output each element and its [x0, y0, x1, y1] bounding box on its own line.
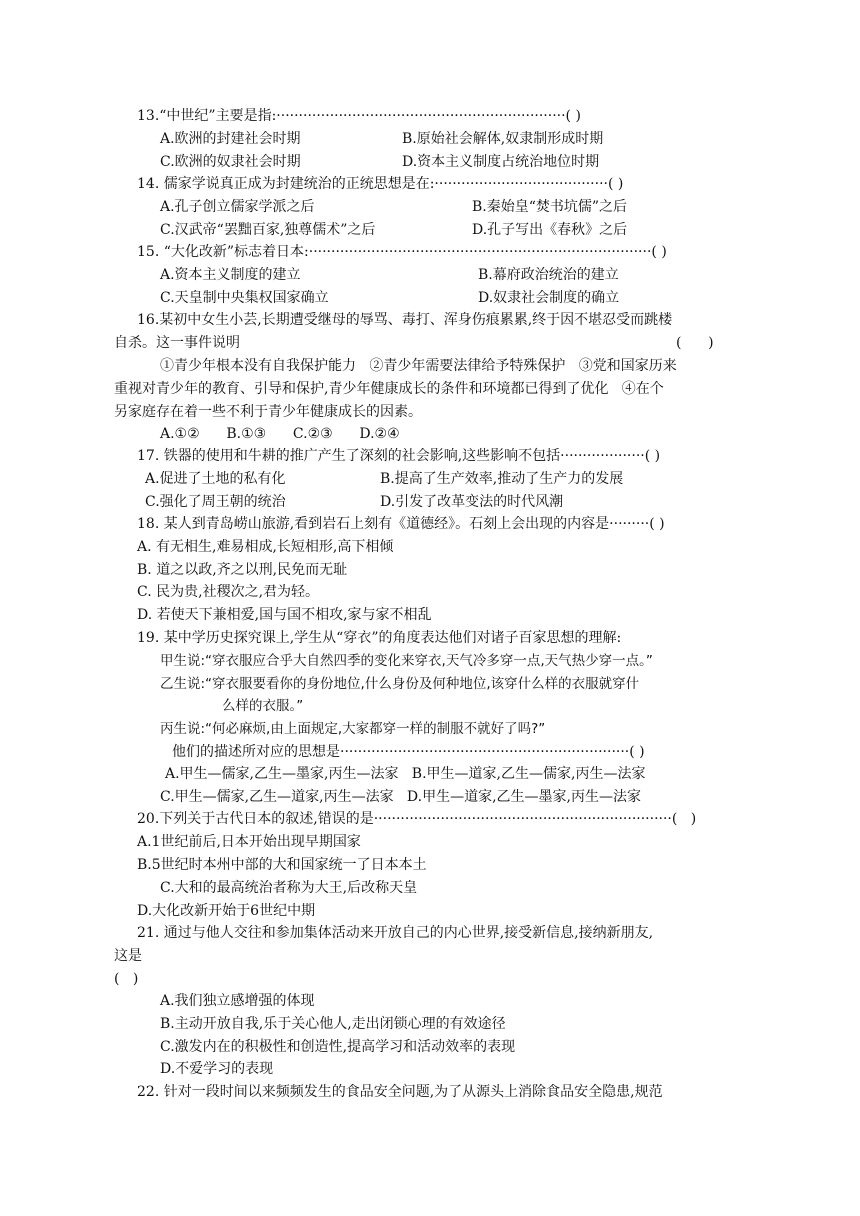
q14-option-c: C.汉武帝“罢黜百家,独尊儒术”之后 [160, 222, 376, 238]
q19-options-cd: C.甲生—儒家,乙生—道家,丙生—法家 D.甲生—道家,乙生—墨家,丙生—法家 [160, 789, 641, 805]
q16-line-4: 重视对青少年的教育、引导和保护,青少年健康成长的条件和环境都已得到了优化 ④在个 [114, 381, 664, 397]
q21-option-b: B.主动开放自我,乐于关心他人,走出闭锁心理的有效途径 [160, 1016, 506, 1032]
q19-question: 他们的描述所对应的思想是·································································( ) [172, 744, 645, 760]
q15-option-c: C.天皇制中央集权国家确立 [160, 290, 329, 306]
q20-option-b: B.5世纪时本州中部的大和国家统一了日本本土 [137, 857, 427, 873]
q15-stem: 15. “大化改新”标志着日本:·············································································( ) [137, 244, 667, 260]
q16-line-2: 自杀。这一事件说明 [114, 335, 240, 351]
q21-answer-paren: ( ) [114, 971, 139, 987]
q21-option-d: D.不爱学习的表现 [160, 1061, 274, 1077]
q18-option-c: C. 民为贵,社稷次之,君为轻。 [137, 584, 320, 600]
q16-options: A.①② B.①③ C.②③ D.②④ [160, 426, 400, 442]
q17-stem: 17. 铁器的使用和牛耕的推广产生了深刻的社会影响,这些影响不包括···················( ) [137, 448, 661, 464]
q13-option-a: A.欧洲的封建社会时期 [160, 131, 301, 147]
q14-option-a: A.孔子创立儒家学派之后 [160, 199, 315, 215]
q15-option-d: D.奴隶社会制度的确立 [478, 290, 620, 306]
q18-option-a: A. 有无相生,难易相成,长短相形,高下相倾 [137, 539, 394, 555]
q13-stem: 13.“中世纪”主要是指:·································································( ) [137, 108, 581, 124]
q15-option-a: A.资本主义制度的建立 [160, 267, 301, 283]
q20-stem: 20.下列关于古代日本的叙述,错误的是···································································( ) [137, 811, 697, 827]
q21-option-c: C.激发内在的积极性和创造性,提高学习和活动效率的表现 [160, 1039, 516, 1055]
q19-options-ab: A.甲生—儒家,乙生—墨家,丙生—法家 B.甲生—道家,乙生—儒家,丙生—法家 [165, 766, 646, 782]
q14-stem: 14. 儒家学说真正成为封建统治的正统思想是在:·······································( ) [137, 176, 624, 192]
q13-option-d: D.资本主义制度占统治地位时期 [402, 154, 600, 170]
q17-option-d: D.引发了改革变法的时代风潮 [380, 494, 564, 510]
q19-stem: 19. 某中学历史探究课上,学生从“穿衣”的角度表达他们对诸子百家思想的理解: [137, 630, 622, 646]
q16-line-5: 另家庭存在着一些不利于青少年健康成长的因素。 [114, 404, 422, 420]
q21-line-1: 21. 通过与他人交往和参加集体活动来开放自己的内心世界,接受新信息,接纳新朋友, [137, 925, 654, 941]
q20-option-c: C.大和的最高统治者称为大王,后改称天皇 [160, 880, 418, 896]
q20-option-a: A.1世纪前后,日本开始出现早期国家 [137, 834, 361, 850]
q22-line-1: 22. 针对一段时间以来频频发生的食品安全问题,为了从源头上消除食品安全隐患,规范 [137, 1084, 663, 1100]
q13-option-c: C.欧洲的奴隶社会时期 [160, 154, 301, 170]
q14-option-b: B.秦始皇“焚书坑儒”之后 [472, 199, 628, 215]
q18-stem: 18. 某人到青岛崂山旅游,看到岩石上刻有《道德经》。石刻上会出现的内容是·········( ) [137, 516, 665, 532]
q15-option-b: B.幕府政治统治的建立 [478, 267, 619, 283]
q16-line-1: 16.某初中女生小芸,长期遭受继母的辱骂、毒打、浑身伤痕累累,终于因不堪忍受而跳楼 [137, 312, 673, 328]
q16-line-3: ①青少年根本没有自我保护能力 ②青少年需要法律给予特殊保护 ③党和国家历来 [160, 358, 677, 374]
q17-option-c: C.强化了周王朝的统治 [145, 494, 286, 510]
q19-jia-statement: 甲生说:“穿衣服应合乎大自然四季的变化来穿衣,天气冷多穿一点,天气热少穿一点。” [160, 653, 653, 669]
q13-option-b: B.原始社会解体,奴隶制形成时期 [402, 131, 604, 147]
q14-option-d: D.孔子写出《春秋》之后 [472, 222, 628, 238]
q18-option-b: B. 道之以政,齐之以刑,民免而无耻 [137, 562, 348, 578]
q16-answer-paren: ( ) [676, 335, 714, 351]
q19-bing-statement: 丙生说:“何必麻烦,由上面规定,大家都穿一样的制服不就好了吗?” [160, 721, 546, 737]
q21-option-a: A.我们独立感增强的体现 [160, 993, 315, 1009]
q19-yi-statement-2: 么样的衣服。” [222, 698, 304, 714]
q20-option-d: D.大化改新开始于6世纪中期 [137, 903, 316, 919]
q17-option-a: A.促进了土地的私有化 [145, 471, 286, 487]
q18-option-d: D. 若使天下兼相爱,国与国不相攻,家与家不相乱 [137, 607, 432, 623]
q21-line-2: 这是 [114, 948, 142, 964]
q17-option-b: B.提高了生产效率,推动了生产力的发展 [380, 471, 624, 487]
q19-yi-statement-1: 乙生说:“穿衣服要看你的身份地位,什么身份及何种地位,该穿什么样的衣服就穿什 [160, 676, 640, 692]
